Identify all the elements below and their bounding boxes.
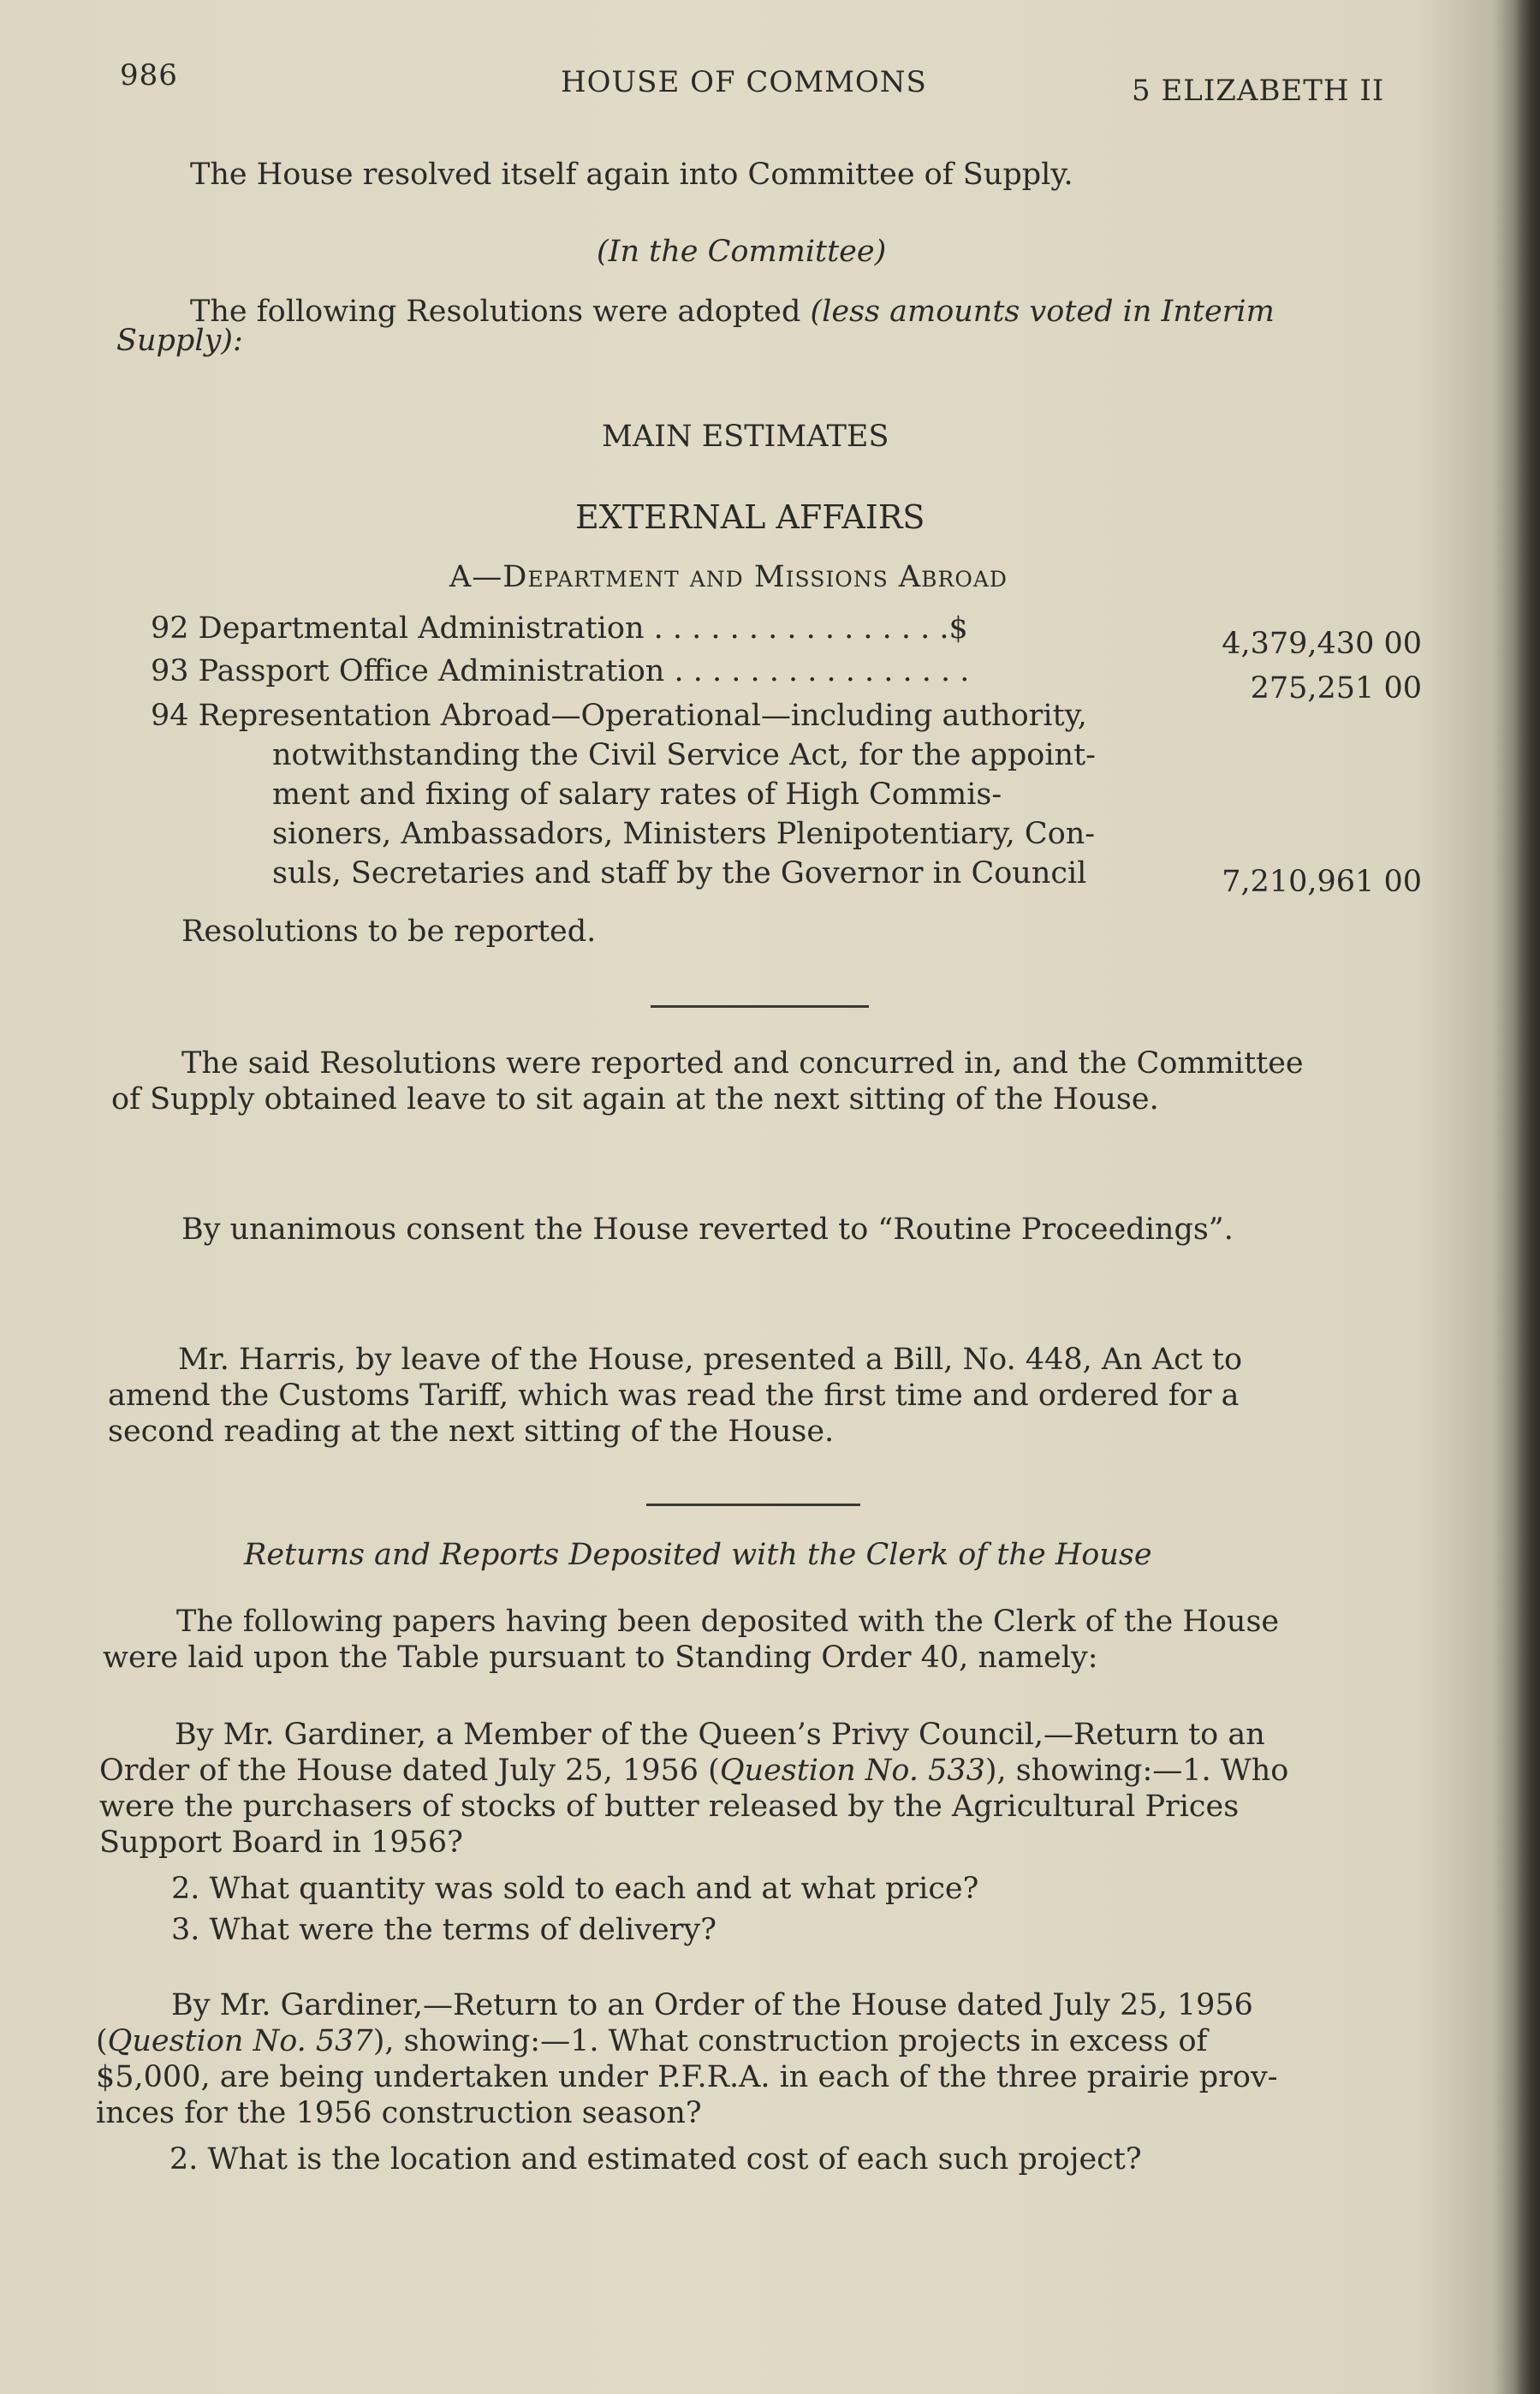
regnal-year: 5 ELIZABETH II <box>1132 74 1385 108</box>
estimate-label: 94 Representation Abroad—Operational—including authority, <box>151 699 1087 733</box>
gardiner-return-1-line-3: were the purchasers of stocks of butter released by the Agricultural Prices <box>99 1790 1240 1824</box>
resolutions-reported: Resolutions to be reported. <box>181 914 597 949</box>
gardiner-return-1-line-1: By Mr. Gardiner, a Member of the Queen’s Privy Council,—Return to an <box>175 1718 1265 1752</box>
gardiner-return-2-line-2 <box>96 2022 1208 2060</box>
supply-continuation: Supply): <box>116 324 243 358</box>
resolutions-adopted <box>190 293 1275 331</box>
gardiner-return-2-line-3: $5,000, are being undertaken under P.F.R.A. in each of the three prairie prov- <box>96 2060 1278 2094</box>
bill-line-3: second reading at the next sitting of the House. <box>108 1414 835 1449</box>
estimate-amount-94: 7,210,961 00 <box>1222 865 1422 899</box>
estimate-amount-92: 4,379,430 00 <box>1222 627 1422 661</box>
section-divider <box>646 1504 860 1506</box>
department-heading: EXTERNAL AFFAIRS <box>575 498 925 536</box>
estimate-94-continuation-1: notwithstanding the Civil Service Act, for the appoint- <box>272 738 1096 772</box>
page-number: 986 <box>120 58 178 92</box>
committee-line: The House resolved itself again into Committee of Supply. <box>190 158 1073 192</box>
estimate-item-92 <box>151 610 968 647</box>
gardiner-return-1-question-3: 3. What were the terms of delivery? <box>171 1913 716 1947</box>
running-title: HOUSE OF COMMONS <box>561 65 927 99</box>
estimate-94-continuation-3: sioners, Ambassadors, Ministers Plenipotentiary, Con- <box>272 817 1096 851</box>
gardiner-return-2-question-2: 2. What is the location and estimated cost of each such project? <box>169 2142 1142 2177</box>
estimate-label: 92 Departmental Administration . . . . . . . . . . . . . . . .$ <box>151 611 968 646</box>
interim-supply-note: (less amounts voted in Interim <box>810 295 1275 329</box>
section-divider <box>651 1005 869 1008</box>
returns-intro-1: The following papers having been deposited with the Clerk of the House <box>176 1605 1280 1639</box>
return-text: Order of the House dated July 25, 1956 ( <box>99 1754 720 1788</box>
gardiner-return-1-question-2: 2. What quantity was sold to each and at what price? <box>171 1872 979 1906</box>
return-text: ( <box>96 2024 108 2058</box>
gardiner-return-1-line-2 <box>99 1752 1288 1790</box>
estimate-94-continuation-4: suls, Secretaries and staff by the Governor in Council <box>272 856 1087 890</box>
estimates-heading: MAIN ESTIMATES <box>602 420 889 454</box>
estimate-item-93 <box>151 652 969 690</box>
question-number: Question No. 537 <box>107 2024 373 2058</box>
estimate-94-continuation-2: ment and fixing of salary rates of High Commis- <box>272 777 1002 812</box>
estimate-amount-93: 275,251 00 <box>1250 671 1422 706</box>
returns-heading: Returns and Reports Deposited with the Clerk of the House <box>244 1538 1152 1572</box>
question-number: Question No. 533 <box>719 1754 985 1788</box>
book-binding-shadow <box>1514 0 1540 2394</box>
reverted-paragraph: By unanimous consent the House reverted to “Routine Proceedings”. <box>181 1212 1234 1247</box>
estimate-item-94 <box>151 697 1087 735</box>
concurred-line-1: The said Resolutions were reported and concurred in, and the Committee <box>181 1046 1304 1081</box>
gardiner-return-1-line-4: Support Board in 1956? <box>99 1825 463 1860</box>
concurred-line-2: of Supply obtained leave to sit again at the next sitting of the House. <box>111 1082 1159 1117</box>
gardiner-return-2-line-1: By Mr. Gardiner,—Return to an Order of the House dated July 25, 1956 <box>171 1988 1253 2022</box>
in-committee: (In the Committee) <box>597 235 887 269</box>
resolutions-adopted-text: The following Resolutions were adopted <box>190 295 811 329</box>
bill-line-2: amend the Customs Tariff, which was read the first time and ordered for a <box>108 1379 1240 1413</box>
gardiner-return-2-line-4: inces for the 1956 construction season? <box>96 2096 702 2130</box>
bill-line-1: Mr. Harris, by leave of the House, presented a Bill, No. 448, An Act to <box>178 1343 1243 1377</box>
returns-intro-2: were laid upon the Table pursuant to Standing Order 40, namely: <box>103 1641 1098 1675</box>
return-text: ), showing:—1. What construction projects in excess of <box>372 2024 1208 2058</box>
sub-heading: A—Department and Missions Abroad <box>449 560 1008 594</box>
return-text: ), showing:—1. Who <box>984 1754 1289 1788</box>
estimate-label: 93 Passport Office Administration . . . . . . . . . . . . . . . . <box>151 654 970 688</box>
